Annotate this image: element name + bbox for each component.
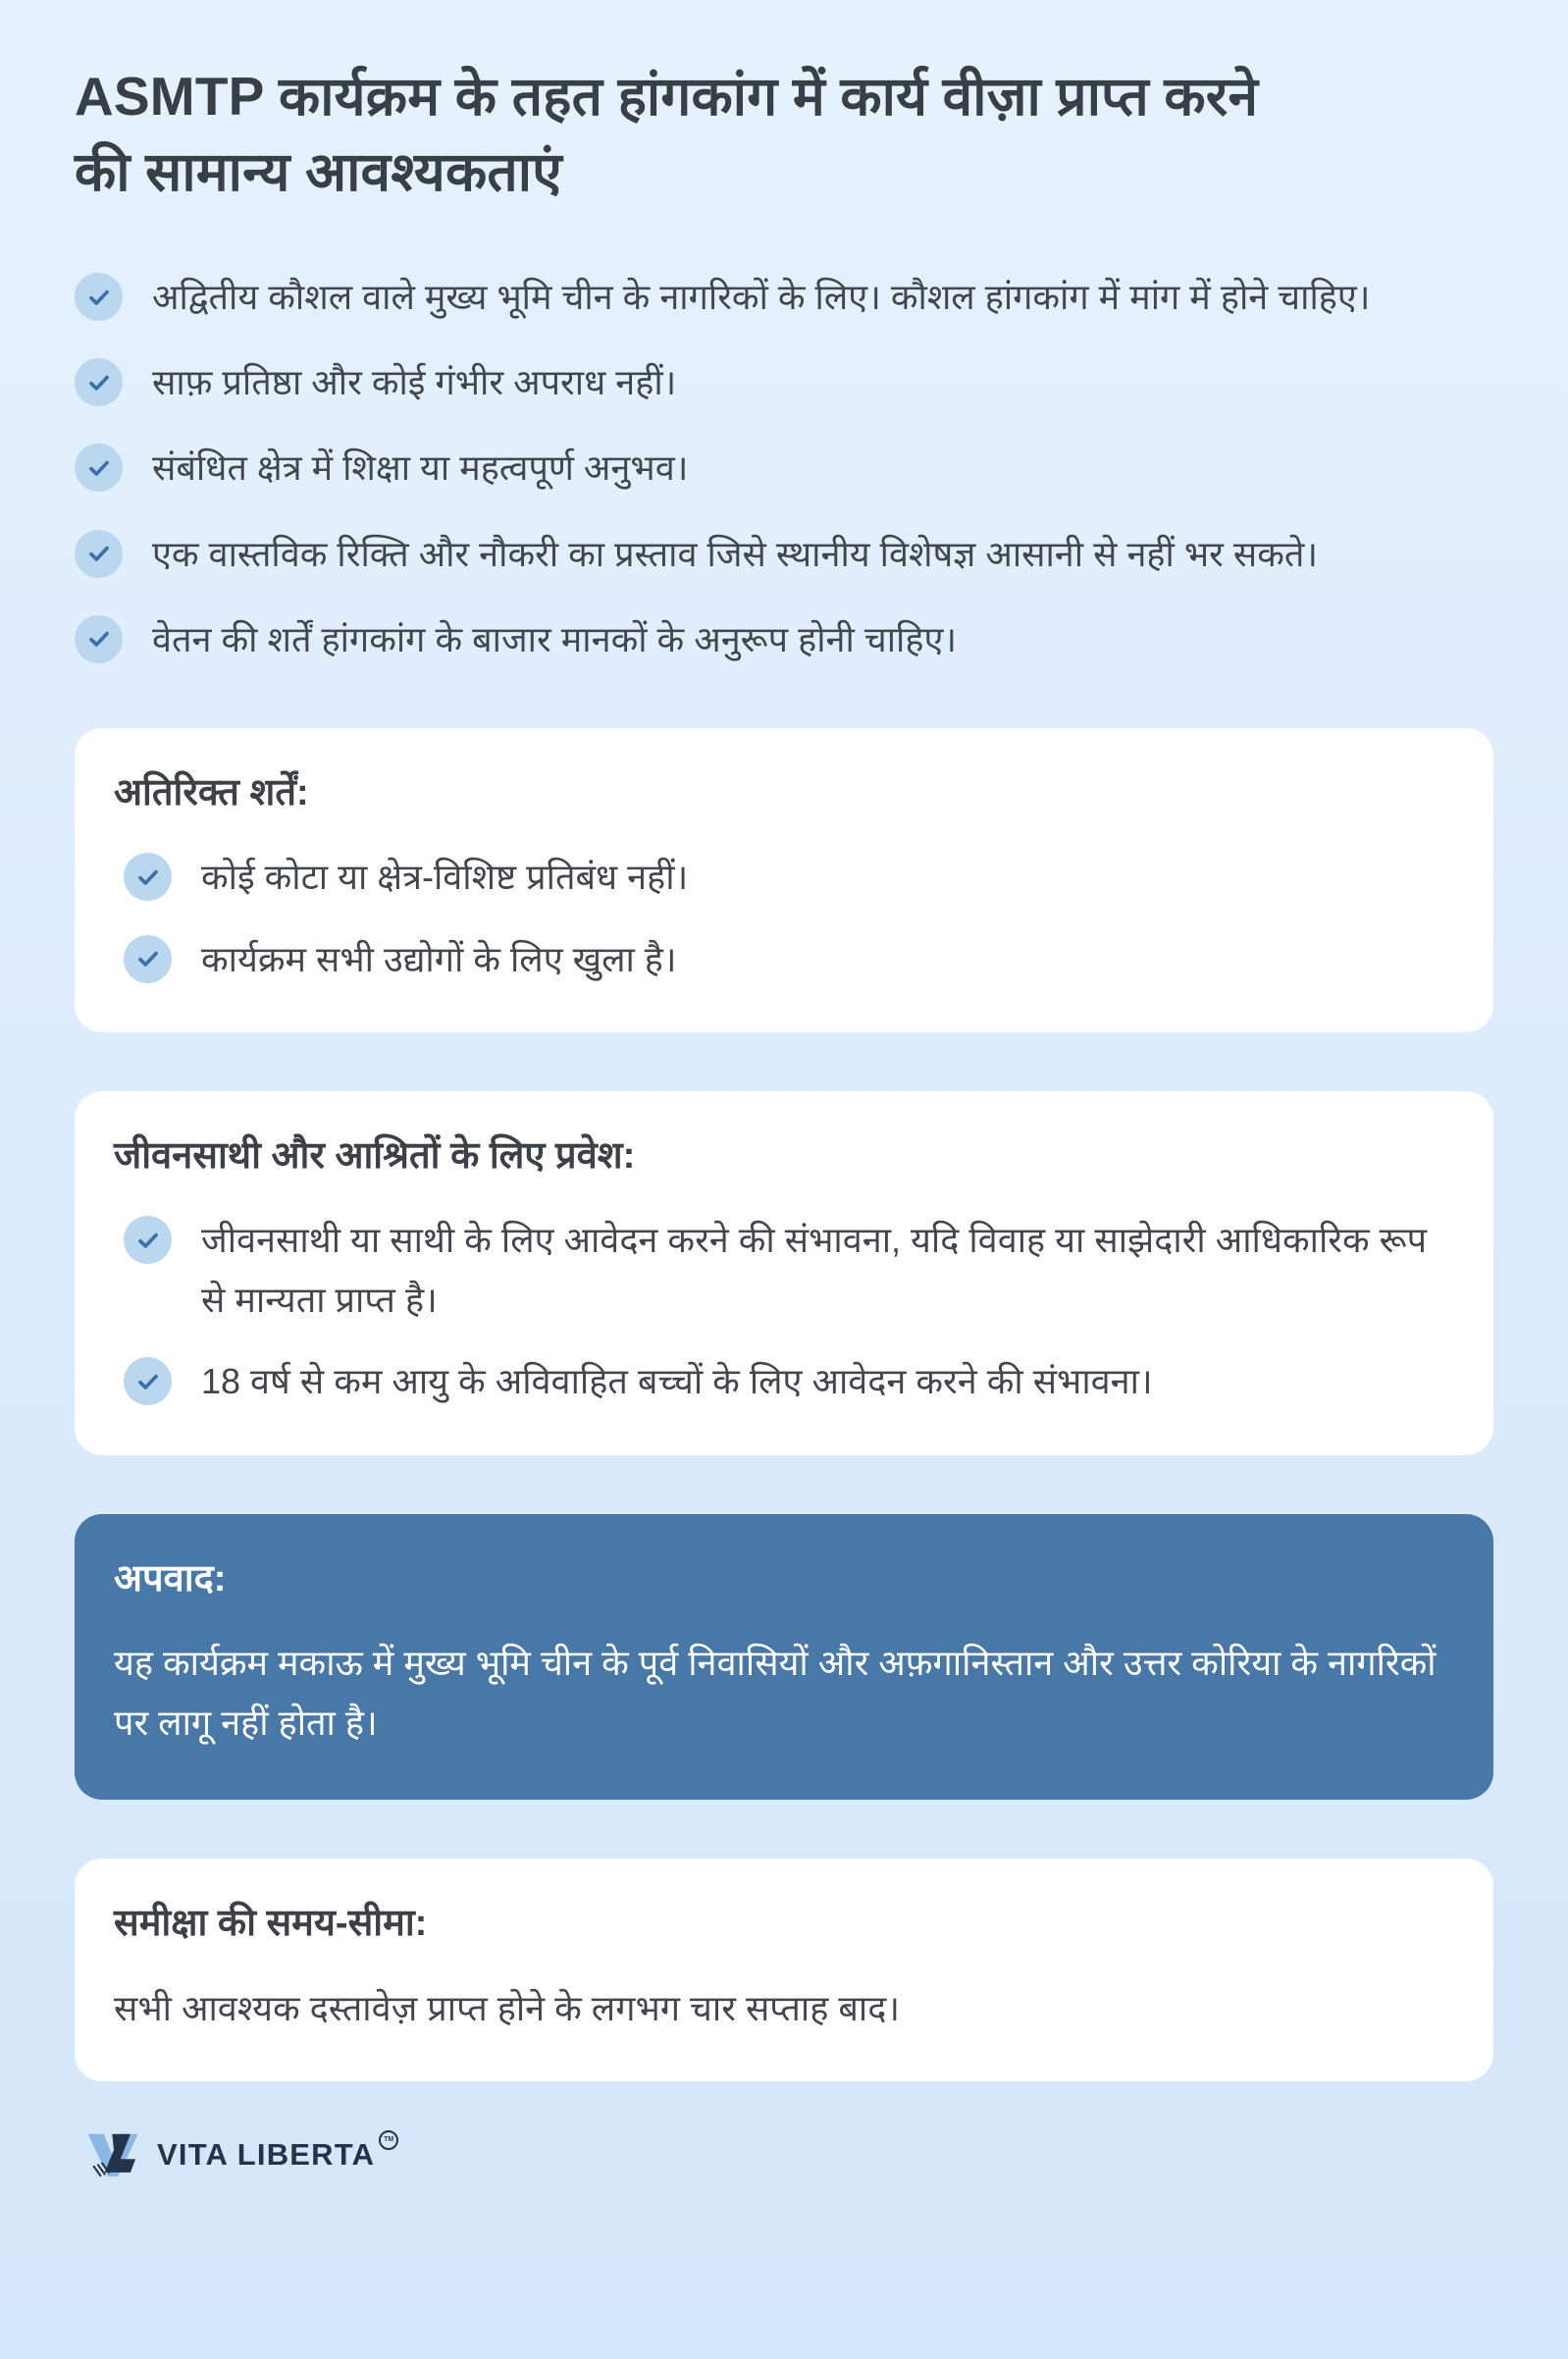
check-icon — [135, 946, 161, 971]
dependents-card — [75, 1091, 1493, 1455]
list-item-text: अद्वितीय कौशल वाले मुख्य भूमि चीन के नागरिकों के लिए। कौशल हांगकांग में मांग में होने चाहिए। — [152, 277, 1371, 317]
check-icon — [86, 455, 112, 481]
check-badge — [124, 935, 172, 983]
list-item — [124, 847, 1446, 907]
check-icon — [135, 1228, 161, 1253]
trademark-icon: TM — [379, 2130, 398, 2150]
exception-text: यह कार्यक्रम मकाऊ में मुख्य भूमि चीन के पूर्व निवासियों और अफ़गानिस्तान और उत्तर कोरिया के नागरिकों पर लागू नहीं होता है। — [114, 1643, 1437, 1744]
check-icon — [86, 370, 112, 395]
list-item — [75, 438, 1493, 498]
list-item — [124, 1351, 1446, 1411]
list-item — [75, 524, 1493, 584]
list-item-text: साफ़ प्रतिष्ठा और कोई गंभीर अपराध नहीं। — [152, 362, 677, 403]
check-badge — [124, 1357, 172, 1405]
card-heading: अतिरिक्त शर्तें: — [114, 771, 309, 813]
list-item-text: कोई कोटा या क्षेत्र-विशिष्ट प्रतिबंध नहीं। — [201, 857, 689, 898]
list-item — [75, 609, 1493, 669]
check-badge — [75, 273, 123, 321]
check-icon — [86, 285, 112, 310]
additional-terms-list — [114, 847, 1446, 988]
requirements-list — [75, 267, 1493, 669]
check-badge — [124, 853, 172, 901]
check-icon — [86, 541, 112, 566]
list-item-text: 18 वर्ष से कम आयु के अविवाहित बच्चों के लिए आवेदन करने की संभावना। — [201, 1361, 1153, 1402]
review-timeline-card — [75, 1859, 1493, 2081]
list-item-text: वेतन की शर्तें हांगकांग के बाजार मानकों के अनुरूप होनी चाहिए। — [152, 618, 958, 659]
list-item-text: कार्यक्रम सभी उद्योगों के लिए खुला है। — [201, 938, 677, 979]
check-badge — [75, 530, 123, 578]
brand-name: VITA LIBERTA — [157, 2136, 376, 2172]
footer — [86, 2132, 1493, 2177]
review-text: सभी आवश्यक दस्तावेज़ प्राप्त होने के लगभग चार सप्ताह बाद। — [114, 1987, 900, 2028]
additional-terms-card — [75, 728, 1493, 1032]
check-icon — [135, 1369, 161, 1394]
check-icon — [135, 865, 161, 890]
list-item-text: एक वास्तविक रिक्ति और नौकरी का प्रस्ताव जिसे स्थानीय विशेषज्ञ आसानी से नहीं भर सकते। — [152, 533, 1319, 574]
check-icon — [86, 626, 112, 652]
list-item-text: संबंधित क्षेत्र में शिक्षा या महत्वपूर्ण अनुभव। — [152, 447, 689, 489]
list-item — [124, 929, 1446, 989]
list-item — [75, 352, 1493, 412]
check-badge — [75, 615, 123, 663]
vita-liberta-logo-icon — [86, 2132, 141, 2177]
dependents-list — [114, 1210, 1446, 1412]
exception-card — [75, 1514, 1493, 1801]
check-badge — [75, 444, 123, 492]
check-badge — [124, 1216, 172, 1264]
card-heading: अपवाद: — [114, 1557, 227, 1599]
list-item-text: जीवनसाथी या साथी के लिए आवेदन करने की संभावना, यदि विवाह या साझेदारी आधिकारिक रूप से मान्यता प्राप्त है। — [201, 1220, 1428, 1321]
list-item — [124, 1210, 1446, 1330]
card-heading: समीक्षा की समय-सीमा: — [114, 1903, 428, 1945]
card-heading: जीवनसाथी और आश्रितों के लिए प्रवेश: — [114, 1134, 636, 1177]
check-badge — [75, 358, 123, 406]
list-item — [75, 267, 1493, 327]
page-title: ASMTP कार्यक्रम के तहत हांगकांग में कार्य वीज़ा प्राप्त करने की सामान्य आवश्यकताएं — [75, 66, 1259, 202]
brand-lockup — [157, 2138, 398, 2172]
